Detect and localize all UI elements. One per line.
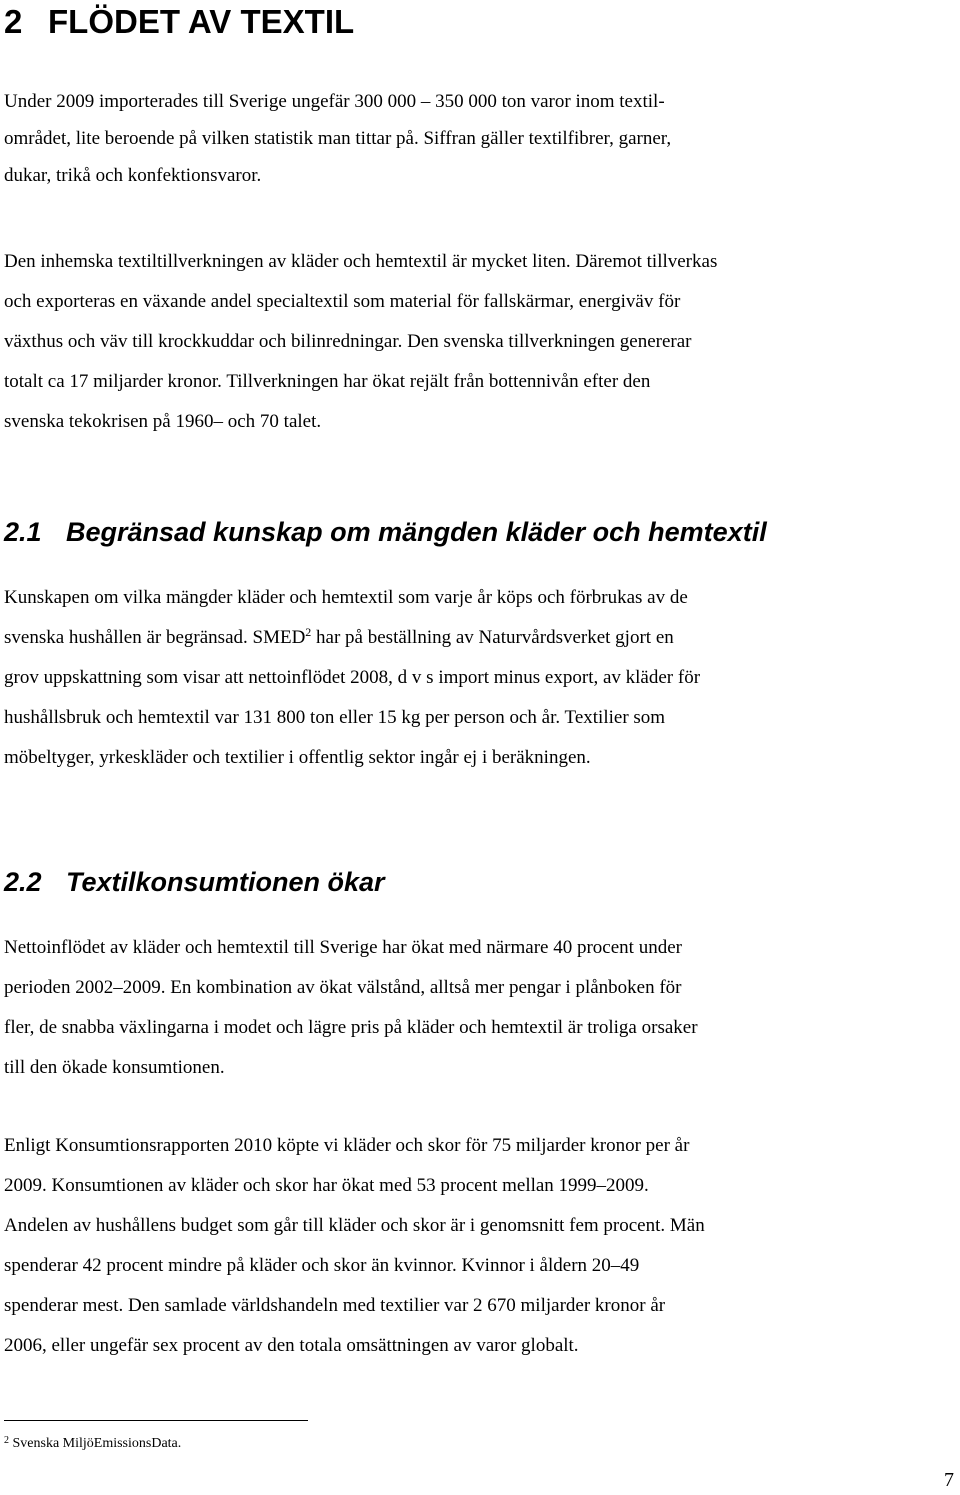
- paragraph-line: Kunskapen om vilka mängder kläder och hemtextil som varje år köps och förbrukas av de: [4, 587, 688, 608]
- footnote-reference[interactable]: 2: [305, 625, 312, 639]
- paragraph-consumption-report: [4, 1126, 958, 1366]
- paragraph-line: grov uppskattning som visar att nettoinflödet 2008, d v s import minus export, av kläder för: [4, 667, 701, 688]
- paragraph-line: totalt ca 17 miljarder kronor. Tillverkningen har ökat rejält från bottennivån efter den: [4, 371, 651, 392]
- paragraph-line: [4, 618, 958, 658]
- paragraph-line: möbeltyger, yrkeskläder och textilier i offentlig sektor ingår ej i beräkningen.: [4, 747, 591, 768]
- paragraph-line: spenderar mest. Den samlade världshandeln med textilier var 2 670 miljarder kronor år: [4, 1295, 666, 1316]
- paragraph-line: och exporteras en växande andel specialtextil som material för fallskärmar, energiväv för: [4, 291, 681, 312]
- subsection-number: 2.1: [4, 517, 42, 547]
- paragraph-line: till den ökade konsumtionen.: [4, 1057, 225, 1078]
- paragraph-line: perioden 2002–2009. En kombination av ökat välstånd, alltså mer pengar i plånboken för: [4, 977, 682, 998]
- line-text: svenska hushållen är begränsad. SMED: [4, 627, 306, 648]
- paragraph-line: Andelen av hushållens budget som går till kläder och skor är i genomsnitt fem procent. Män: [4, 1215, 705, 1236]
- footnote: [4, 1434, 181, 1454]
- paragraph-line: Enligt Konsumtionsrapporten 2010 köpte vi kläder och skor för 75 miljarder kronor per år: [4, 1135, 690, 1156]
- section-heading: [4, 2, 354, 42]
- paragraph-line: Nettoinflödet av kläder och hemtextil till Sverige har ökat med närmare 40 procent under: [4, 937, 682, 958]
- paragraph-line: 2006, eller ungefär sex procent av den totala omsättningen av varor globalt.: [4, 1335, 579, 1356]
- paragraph-knowledge: [4, 578, 958, 778]
- paragraph-line: fler, de snabba växlingarna i modet och lägre pris på kläder och hemtextil är troliga orsaker: [4, 1017, 698, 1038]
- paragraph-line: svenska tekokrisen på 1960– och 70 talet.: [4, 411, 322, 432]
- paragraph-line: växthus och väv till krockkuddar och bilinredningar. Den svenska tillverkningen genererar: [4, 331, 692, 352]
- page-number: 7: [944, 1469, 954, 1491]
- section-title: FLÖDET AV TEXTIL: [48, 3, 355, 40]
- section-number: 2: [4, 3, 23, 40]
- paragraph-line: spenderar 42 procent mindre på kläder och skor än kvinnor. Kvinnor i åldern 20–49: [4, 1255, 640, 1276]
- paragraph-line: området, lite beroende på vilken statistik man tittar på. Siffran gäller textilfibrer, garner,: [4, 128, 672, 149]
- footnote-text: Svenska MiljöEmissionsData.: [9, 1436, 182, 1451]
- paragraph-net-inflow: [4, 928, 958, 1088]
- paragraph-line: 2009. Konsumtionen av kläder och skor har ökat med 53 procent mellan 1999–2009.: [4, 1175, 649, 1196]
- footnote-divider: [4, 1420, 308, 1421]
- paragraph-line: dukar, trikå och konfektionsvaror.: [4, 165, 262, 186]
- subsection-title: Begränsad kunskap om mängden kläder och hemtextil: [66, 517, 767, 547]
- intro-paragraph-import: [4, 83, 958, 194]
- intro-paragraph-domestic: [4, 242, 958, 442]
- subsection-number: 2.2: [4, 867, 42, 897]
- paragraph-line: hushållsbruk och hemtextil var 131 800 ton eller 15 kg per person och år. Textilier som: [4, 707, 666, 728]
- paragraph-line: Den inhemska textiltillverkningen av kläder och hemtextil är mycket liten. Däremot tillverkas: [4, 251, 718, 272]
- subsection-heading-2-2: [4, 864, 385, 900]
- subsection-heading-2-1: [4, 514, 767, 550]
- line-text: har på beställning av Naturvårdsverket gjort en: [311, 627, 674, 648]
- footnote-marker: 2: [4, 1435, 9, 1446]
- paragraph-line: Under 2009 importerades till Sverige ungefär 300 000 – 350 000 ton varor inom textil-: [4, 91, 665, 112]
- subsection-title: Textilkonsumtionen ökar: [66, 867, 385, 897]
